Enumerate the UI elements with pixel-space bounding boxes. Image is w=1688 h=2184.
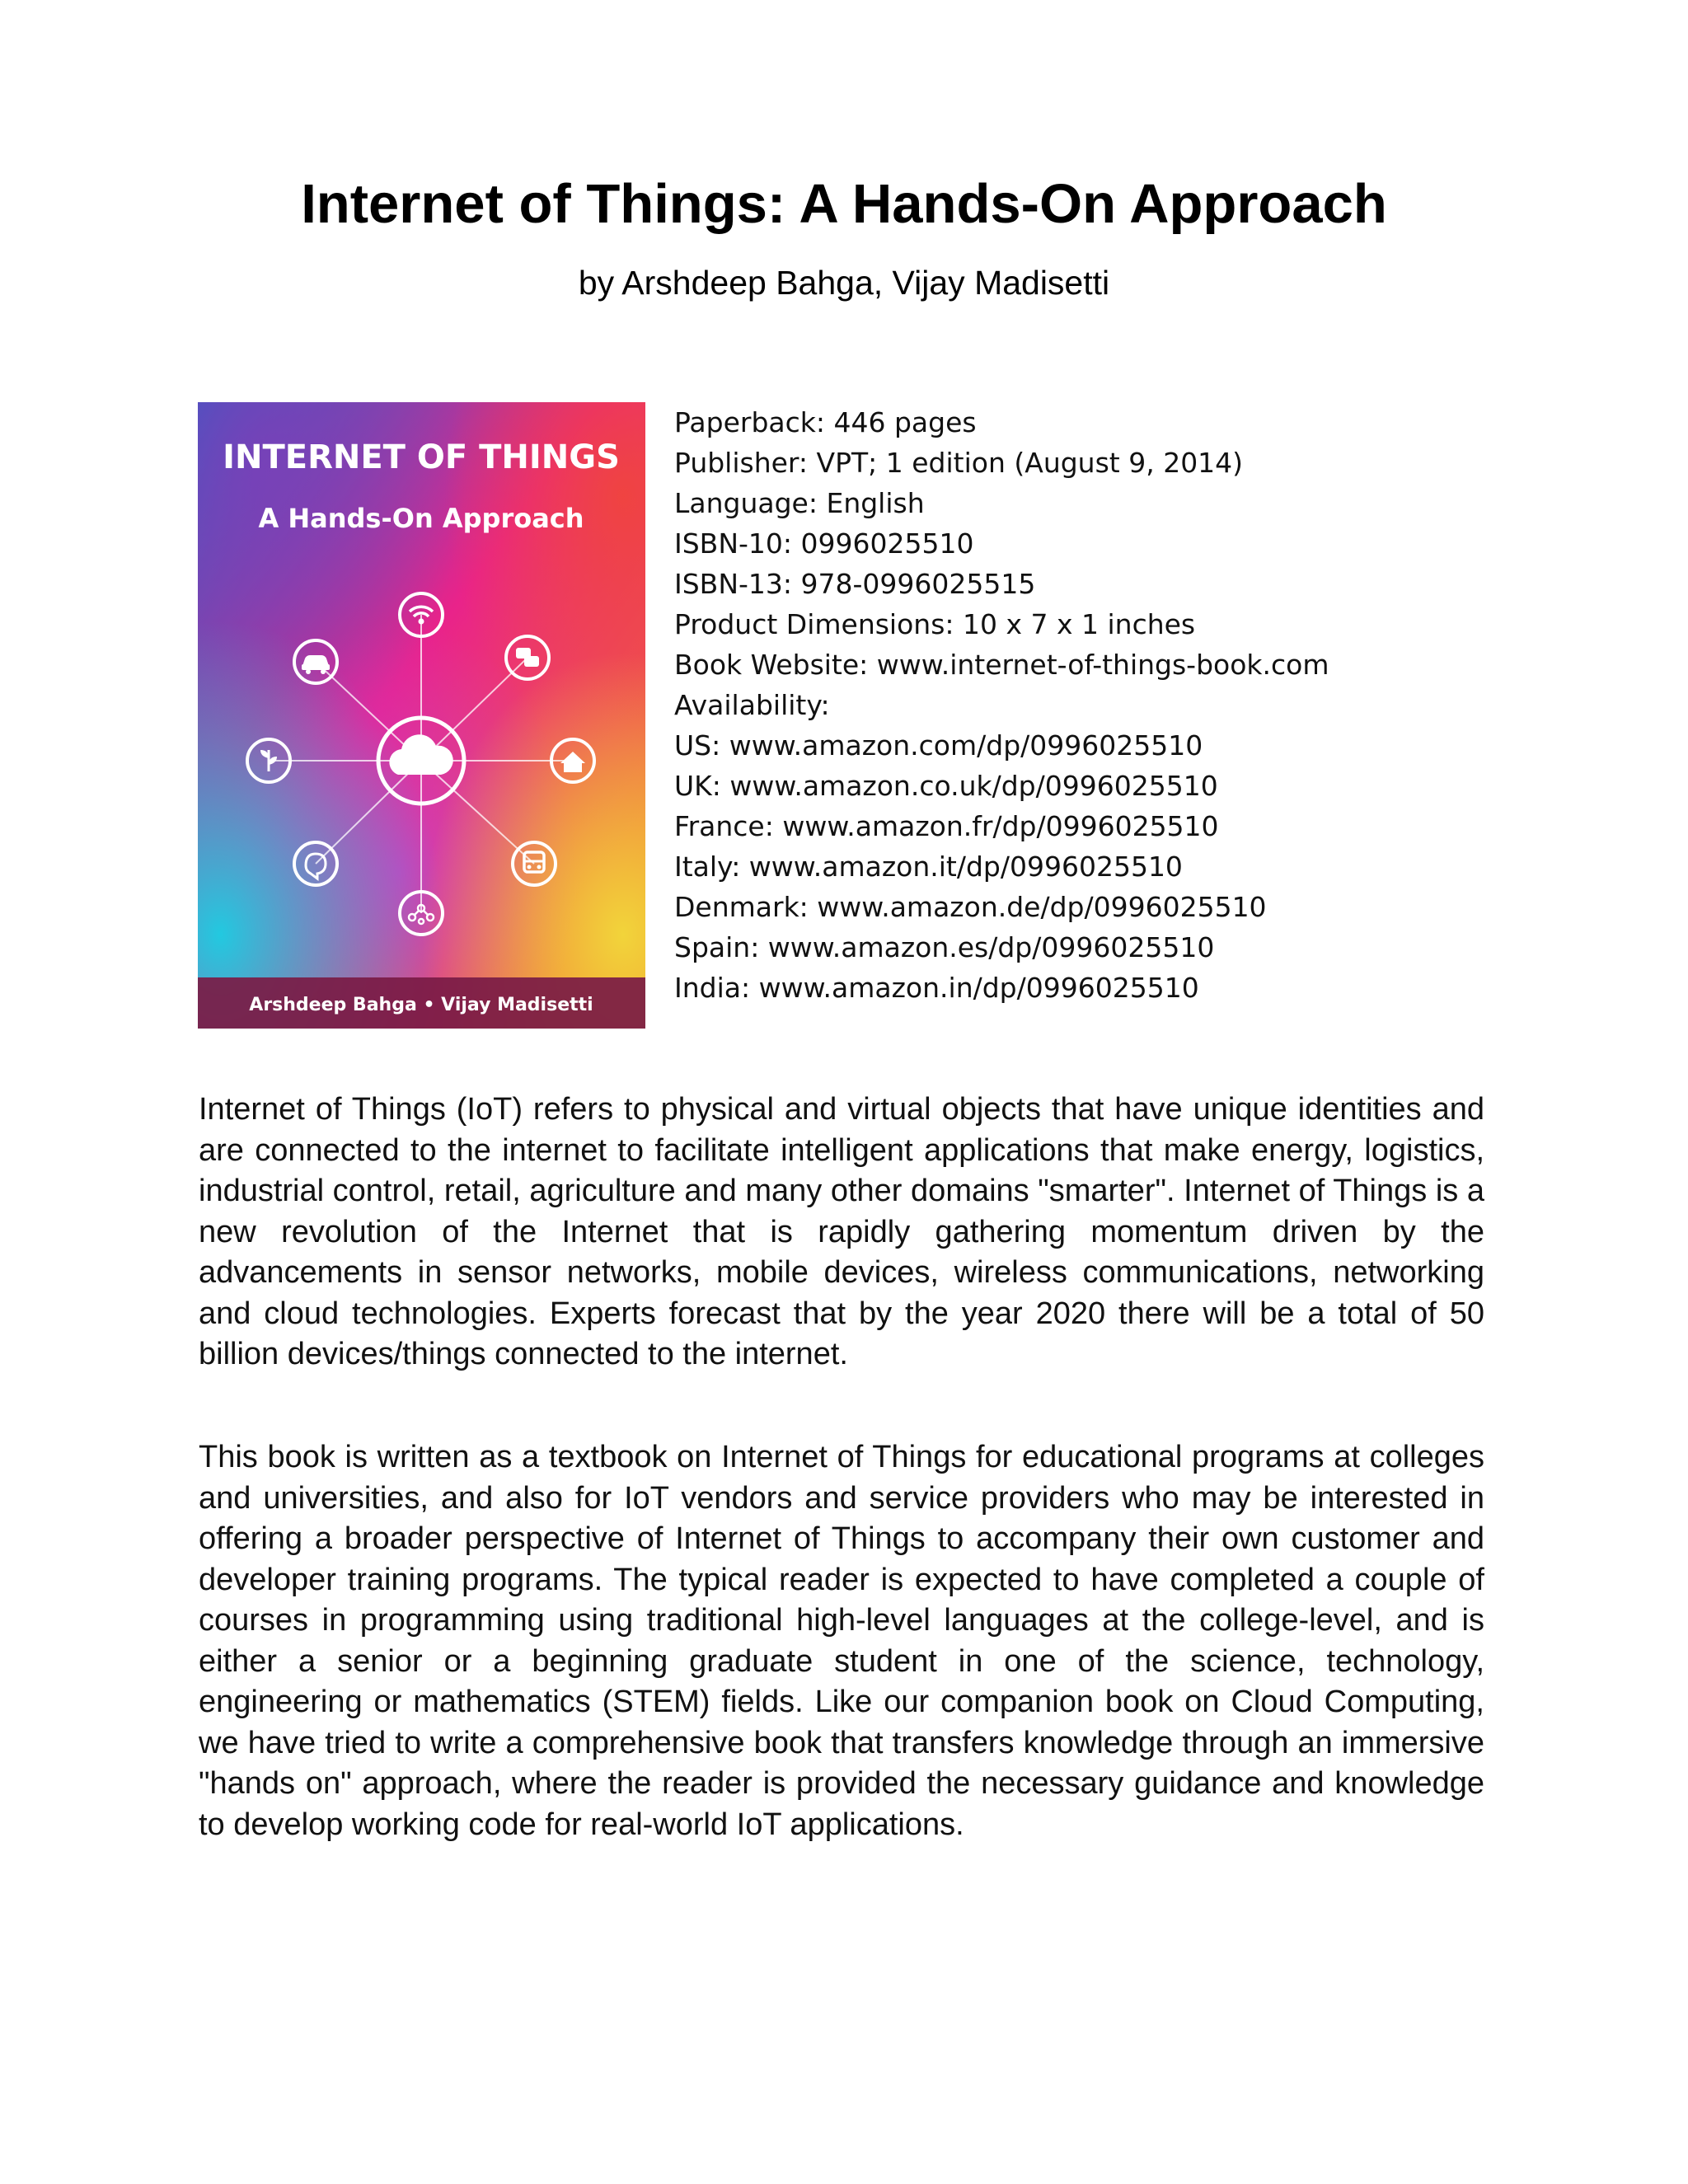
byline: by Arshdeep Bahga, Vijay Madisetti: [578, 264, 1110, 302]
book-details-list: [674, 402, 1498, 1008]
cover-subtitle: A Hands-On Approach: [258, 503, 584, 534]
book-detail-row: Paperback: 446 pages: [674, 406, 977, 438]
description-paragraph-1: Internet of Things (IoT) refers to physical and virtual objects that have unique identities and are connected to the internet to facilitate intelligent applications that make energy, logistics, industrial control, retail, agriculture and many other domains "smarter". Internet of Things is a new revolution of the Internet that is rapidly gathering momentum driven by the advancements in sensor networks, mobile devices, wireless communications, networking and cloud technologies. Experts forecast that by the year 2020 there will be a total of 50 billion devices/things connected to the internet.: [199, 1092, 1484, 1371]
book-detail-row: France: www.amazon.fr/dp/0996025510: [674, 810, 1219, 842]
book-detail-row: India: www.amazon.in/dp/0996025510: [674, 972, 1199, 1004]
book-detail-row: Publisher: VPT; 1 edition (August 9, 2014): [674, 447, 1244, 479]
description-paragraph-2: This book is written as a textbook on Internet of Things for educational programs at colleges and universities, and also for IoT vendors and service providers who may be interested in offering a broader perspective of Internet of Things to accompany their own customer and developer training programs. The typical reader is expected to have completed a couple of courses in programming using traditional high-level languages at the college-level, and is either a senior or a beginning graduate student in one of the science, technology, engineering or mathematics (STEM) fields. Like our companion book on Cloud Computing, we have tried to write a comprehensive book that transfers knowledge through an immersive "hands on" approach, where the reader is provided the necessary guidance and knowledge to develop working code for real-world IoT applications.: [199, 1440, 1484, 1842]
book-detail-row: Italy: www.amazon.it/dp/0996025510: [674, 851, 1183, 883]
book-detail-row: ISBN-13: 978-0996025515: [674, 568, 1036, 600]
page-title: Internet of Things: A Hands-On Approach: [301, 173, 1387, 235]
book-detail-row: ISBN-10: 0996025510: [674, 527, 974, 560]
book-detail-row: Availability:: [674, 689, 830, 721]
book-detail-row: Denmark: www.amazon.de/dp/0996025510: [674, 891, 1267, 923]
cover-authors: Arshdeep Bahga • Vijay Madisetti: [249, 995, 593, 1015]
book-detail-row: Product Dimensions: 10 x 7 x 1 inches: [674, 608, 1196, 640]
book-cover: [198, 402, 645, 1029]
book-detail-row: UK: www.amazon.co.uk/dp/0996025510: [674, 770, 1218, 802]
cover-title: INTERNET OF THINGS: [223, 438, 620, 476]
book-detail-row: Book Website: www.internet-of-things-book.com: [674, 649, 1329, 681]
book-detail-row: Language: English: [674, 487, 925, 519]
book-detail-row: Spain: www.amazon.es/dp/0996025510: [674, 931, 1215, 963]
book-detail-row: US: www.amazon.com/dp/0996025510: [674, 729, 1203, 762]
